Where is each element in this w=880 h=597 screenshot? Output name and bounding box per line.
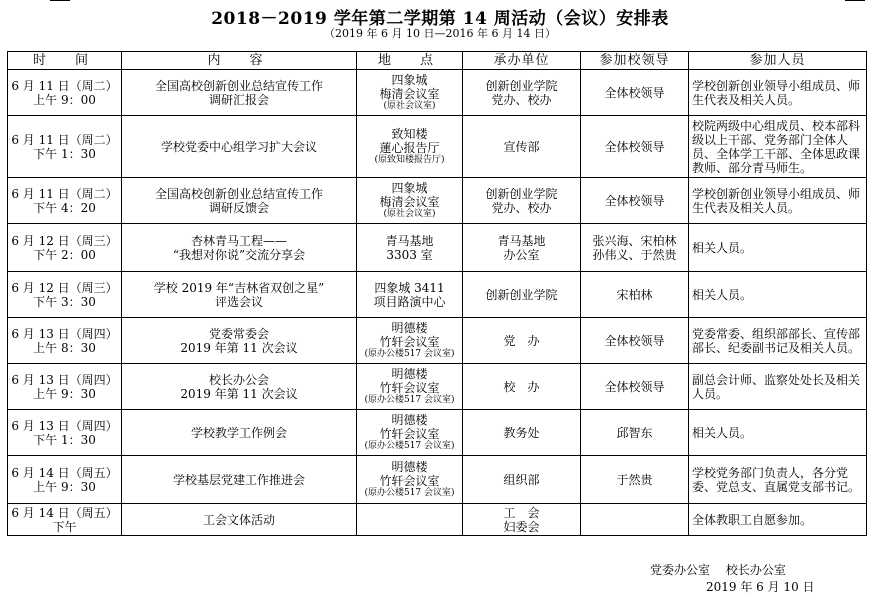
participants-cell (689, 410, 867, 456)
participants-cell (689, 70, 867, 116)
organizer-text: 妇委会 (503, 519, 540, 534)
place-cell (357, 410, 463, 456)
organizer-text: 组织部 (503, 472, 540, 487)
place-note: (原办公楼517 会议室) (364, 441, 455, 451)
leader-text: 孙伟义、于然贵 (592, 247, 677, 262)
organizer-text: 党办、校办 (491, 92, 552, 107)
content-text: 全国高校创新创业总结宣传工作 (154, 78, 323, 93)
content-cell (122, 410, 357, 456)
time-cell (8, 410, 122, 456)
leaders-cell (581, 116, 689, 178)
participants-cell (689, 224, 867, 272)
place-text: 明德楼 (391, 413, 428, 427)
place-cell (357, 224, 463, 272)
participants-text: 学校创新创业领导小组成员、师生代表及相关人员。 (692, 78, 861, 107)
time-text: 上午 9：30 (33, 386, 96, 401)
place-cell (357, 70, 463, 116)
organizer-text: 工 会 (503, 505, 540, 520)
date-text: 6 月 14 日（周五） (11, 505, 118, 520)
participants-cell (689, 504, 867, 536)
place-cell (357, 116, 463, 178)
place-cell (357, 504, 463, 536)
place-text: 竹轩会议室 (379, 474, 440, 488)
leaders-cell (581, 178, 689, 224)
time-text: 上午 9：00 (33, 92, 96, 107)
time-cell (8, 116, 122, 178)
content-cell (122, 504, 357, 536)
table-row (8, 178, 867, 224)
time-cell (8, 364, 122, 410)
place-note: (原办公楼517 会议室) (364, 395, 455, 405)
place-text: 竹轩会议室 (379, 381, 440, 395)
page-title: 2018－2019 学年第二学期第 14 周活动（会议）安排表 (211, 9, 669, 29)
content-cell (122, 70, 357, 116)
date-text: 6 月 13 日（周四） (11, 372, 118, 387)
content-text: 调研汇报会 (208, 92, 269, 107)
participants-cell (689, 364, 867, 410)
content-text: 调研反馈会 (208, 200, 269, 215)
participants-text: 校院两级中心组成员、校本部科级以上干部、党务部门全体人员、全体学工干部、全体思政课教师、部分青马师生。 (692, 118, 861, 175)
organizer-cell (463, 272, 581, 318)
leaders-cell (581, 318, 689, 364)
organizer-cell (463, 318, 581, 364)
place-cell (357, 456, 463, 504)
content-text: 2019 年第 11 次会议 (180, 340, 298, 355)
participants-cell (689, 456, 867, 504)
organizer-text: 创新创业学院 (485, 78, 558, 93)
table-row (8, 504, 867, 536)
place-note: (原办公楼517 会议室) (364, 349, 455, 359)
schedule-table (7, 51, 867, 536)
organizer-cell (463, 364, 581, 410)
leaders-cell (581, 456, 689, 504)
place-text: 明德楼 (391, 321, 428, 335)
content-cell (122, 178, 357, 224)
organizer-text: 宣传部 (503, 139, 540, 154)
page-subtitle: （2019 年 6 月 10 日—2016 年 6 月 14 日） (324, 27, 556, 40)
time-text: 下午 2：00 (33, 247, 96, 262)
organizer-text: 教务处 (503, 425, 540, 440)
content-text: 工会文体活动 (202, 512, 275, 527)
organizer-cell (463, 224, 581, 272)
time-text: 上午 9：30 (33, 479, 96, 494)
place-note: (原办公楼517 会议室) (364, 488, 455, 498)
participants-text: 相关人员。 (692, 425, 753, 440)
time-cell (8, 272, 122, 318)
place-text: 青马基地 (385, 233, 434, 248)
place-note: (原社会议室) (383, 209, 436, 219)
leader-text: 全体校领导 (604, 193, 665, 208)
place-text: 梅清会议室 (379, 195, 440, 209)
header-place: 地 点 (357, 52, 463, 70)
place-text: 明德楼 (391, 460, 428, 474)
time-text: 下午 1：30 (33, 432, 96, 447)
organizer-cell (463, 504, 581, 536)
content-text: 2019 年第 11 次会议 (180, 386, 298, 401)
participants-text: 党委常委、组织部部长、宣传部部长、纪委副书记及相关人员。 (692, 326, 861, 355)
leaders-cell (581, 410, 689, 456)
place-text: 竹轩会议室 (379, 427, 440, 441)
content-text: 全国高校创新创业总结宣传工作 (154, 186, 323, 201)
place-note: (原致知楼报告厅) (374, 155, 445, 165)
date-text: 6 月 12 日（周三） (11, 233, 118, 248)
content-text: 学校基层党建工作推进会 (172, 472, 305, 487)
participants-cell (689, 116, 867, 178)
organizer-cell (463, 178, 581, 224)
organizer-text: 党办、校办 (491, 200, 552, 215)
place-cell (357, 178, 463, 224)
header-participants: 参加人员 (689, 52, 867, 70)
leaders-cell (581, 364, 689, 410)
table-row (8, 116, 867, 178)
leaders-cell (581, 272, 689, 318)
date-text: 6 月 14 日（周五） (11, 465, 118, 480)
organizer-text: 校 办 (503, 379, 540, 394)
date-text: 6 月 12 日（周三） (11, 280, 118, 295)
date-text: 6 月 11 日（周二） (11, 78, 118, 93)
leader-text: 全体校领导 (604, 139, 665, 154)
leader-text: 宋柏林 (616, 287, 653, 302)
organizer-text: 创新创业学院 (485, 287, 558, 302)
time-cell (8, 504, 122, 536)
content-text: 杏林青马工程—— (190, 233, 287, 248)
participants-cell (689, 272, 867, 318)
content-cell (122, 318, 357, 364)
leader-text: 全体校领导 (604, 379, 665, 394)
leader-text: 张兴海、宋柏林 (592, 233, 677, 248)
table-row (8, 272, 867, 318)
content-cell (122, 272, 357, 318)
leader-text: 于然贵 (616, 472, 653, 487)
content-text: 党委常委会 (208, 326, 269, 341)
participants-cell (689, 178, 867, 224)
place-text: 明德楼 (391, 367, 428, 381)
date-text: 6 月 11 日（周二） (11, 132, 118, 147)
date-text: 6 月 11 日（周二） (11, 186, 118, 201)
place-cell (357, 318, 463, 364)
time-cell (8, 70, 122, 116)
leaders-cell (581, 70, 689, 116)
time-text: 上午 8：30 (33, 340, 96, 355)
date-text: 6 月 13 日（周四） (11, 418, 118, 433)
content-text: 评选会议 (214, 294, 263, 309)
leader-text: 邱智东 (616, 425, 653, 440)
time-cell (8, 318, 122, 364)
place-text: 致知楼 (391, 127, 428, 141)
table-row (8, 70, 867, 116)
place-text: 四象城 (391, 73, 428, 87)
date-text: 6 月 13 日（周四） (11, 326, 118, 341)
place-cell (357, 364, 463, 410)
footer-offices: 党委办公室 校长办公室 (650, 563, 786, 577)
organizer-cell (463, 116, 581, 178)
time-cell (8, 178, 122, 224)
content-text: “我想对你说”交流分享会 (172, 247, 306, 262)
place-text: 竹轩会议室 (379, 335, 440, 349)
table-row (8, 318, 867, 364)
organizer-text: 青马基地 (497, 233, 546, 248)
organizer-text: 办公室 (503, 247, 540, 262)
participants-text: 学校创新创业领导小组成员、师生代表及相关人员。 (692, 186, 861, 215)
place-text: 项目路演中心 (373, 294, 446, 309)
time-text: 下午 4：20 (33, 200, 96, 215)
content-text: 学校教学工作例会 (190, 425, 287, 440)
place-note: (原社会议室) (383, 101, 436, 111)
organizer-text: 创新创业学院 (485, 186, 558, 201)
organizer-cell (463, 70, 581, 116)
participants-text: 相关人员。 (692, 240, 753, 255)
participants-text: 副总会计师、监察处处长及相关人员。 (692, 372, 861, 401)
leaders-cell (581, 224, 689, 272)
place-text: 3303 室 (386, 247, 433, 262)
header-content: 内 容 (122, 52, 357, 70)
table-row (8, 224, 867, 272)
place-cell (357, 272, 463, 318)
time-text: 下午 3：30 (33, 294, 96, 309)
header-leaders: 参加校领导 (581, 52, 689, 70)
leaders-cell (581, 504, 689, 536)
content-cell (122, 456, 357, 504)
content-cell (122, 224, 357, 272)
place-text: 蓮心报告厅 (379, 141, 440, 155)
organizer-text: 党 办 (503, 333, 540, 348)
table-row (8, 410, 867, 456)
table-row (8, 364, 867, 410)
time-cell (8, 456, 122, 504)
header-organizer: 承办单位 (463, 52, 581, 70)
place-text: 四象城 (391, 181, 428, 195)
footer-date: 2019 年 6 月 10 日 (706, 580, 815, 594)
content-text: 学校 2019 年“吉林省双创之星” (153, 280, 325, 295)
leader-text: 全体校领导 (604, 333, 665, 348)
participants-text: 全体教职工自愿参加。 (692, 512, 813, 527)
participants-cell (689, 318, 867, 364)
leader-text: 全体校领导 (604, 85, 665, 100)
content-cell (122, 116, 357, 178)
table-header-row (8, 52, 867, 70)
time-text: 下午 (52, 519, 77, 534)
time-cell (8, 224, 122, 272)
content-cell (122, 364, 357, 410)
place-text: 梅清会议室 (379, 87, 440, 101)
content-text: 学校党委中心组学习扩大会议 (160, 139, 317, 154)
participants-text: 相关人员。 (692, 287, 753, 302)
place-text: 四象城 3411 (374, 280, 445, 295)
content-text: 校长办公会 (208, 372, 269, 387)
time-text: 下午 1：30 (33, 146, 96, 161)
participants-text: 学校党务部门负责人，各分党委、党总支、直属党支部书记。 (692, 465, 861, 494)
header-time: 时 间 (8, 52, 122, 70)
organizer-cell (463, 456, 581, 504)
organizer-cell (463, 410, 581, 456)
table-row (8, 456, 867, 504)
